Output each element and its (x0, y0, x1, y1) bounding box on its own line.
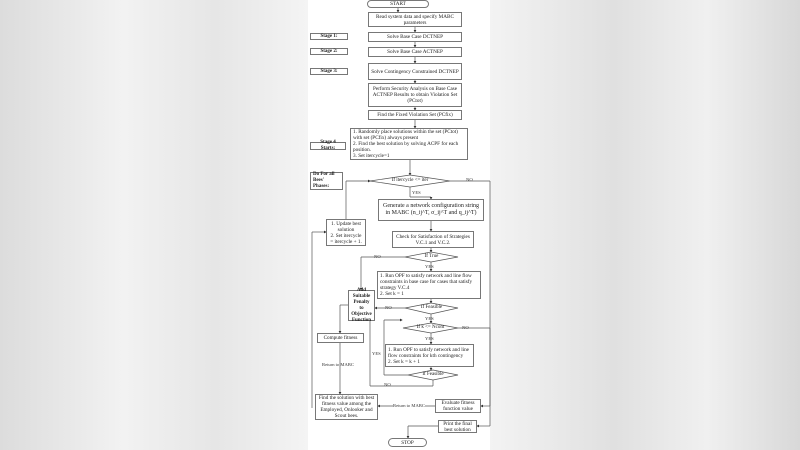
evaluate-fitness-box: Evaluate fitness function value (435, 399, 481, 413)
if-feasible-decision: If Feasible (420, 305, 443, 310)
add-penalty-box: Add Suitable Penalty to Objective Function (348, 290, 375, 321)
generate-config-box: Generate a network configuration string in MABC (n_ij^T, σ_ij^T and q_ij^T) (378, 199, 484, 221)
if-true-decision: If True (424, 254, 439, 259)
read-data-box: Read system data and specify MABC parameters (368, 12, 462, 27)
compute-fitness-box: Compute fitness (317, 333, 364, 343)
update-step-1: 1. Update best solution (331, 220, 361, 233)
run-opf-contingency-box (385, 344, 474, 367)
no-label: NO (462, 325, 469, 330)
no-label: NO (466, 177, 473, 182)
no-label: NO (384, 382, 391, 387)
yes-label: YES (425, 336, 434, 341)
stage-1-label: Stage 1: (310, 33, 348, 40)
if-k-decision: If k <= Ncont (416, 325, 445, 330)
stage-4-label: Stage 4 Starts: (310, 142, 346, 150)
yes-label: YES (412, 190, 421, 195)
stage-2-label: Stage 2: (310, 48, 348, 55)
start-terminal: START (367, 0, 429, 8)
do-for-all-label: Do For all Bees' Phases: (310, 172, 343, 190)
if-feasible-2-decision: If Feasible (422, 372, 444, 377)
run-opf-base-box (377, 271, 481, 299)
solve-actnep-box: Solve Base Case ACTNEP (368, 47, 462, 57)
no-label: NO (374, 254, 381, 259)
return-to-mabc-label: Return to MABC (393, 403, 425, 408)
security-analysis-box: Perform Security Analysis on Base Case ACTNEP Results to obtain Violation Set (PCtot) (368, 83, 462, 107)
update-step-2: 2. Set itercycle = itercycle + 1. (330, 232, 362, 245)
init-step-2: 2. Find the best solution by solving ACPF for each position. (353, 141, 459, 153)
initialize-box (350, 128, 468, 160)
solve-contingency-box: Solve Contingency Constrained DCTNEP (368, 63, 462, 80)
print-best-box: Print the final best solution (438, 420, 477, 433)
fixed-violation-box: Find the Fixed Violation Set (PCfix) (368, 110, 462, 120)
find-best-solution-box: Find the solution with best fitness value among the Employed, Onlooker and Scout bees. (315, 394, 378, 420)
return-to-mabc-label: Return to MABC (322, 362, 354, 367)
run-k-step-1: 1. Run OPF to satisfy network and line flow constraints for kth contingency (388, 346, 469, 359)
update-best-box (326, 219, 366, 246)
init-step-1: 1. Randomly place solutions within the set (PCtot) with set (PCfix) always present (353, 129, 458, 141)
stop-terminal: STOP (388, 438, 427, 447)
check-strategies-box: Check for Satisfaction of Strategies V.C.1 and V.C.2. (392, 231, 474, 248)
yes-label: YES (425, 264, 434, 269)
run-k-step-2: 2. Set k = k + 1 (388, 358, 420, 365)
init-step-3: 3. Set itercycle=1 (353, 153, 390, 159)
run-opf-step-2: 2. Set k = 1 (380, 291, 404, 297)
yes-label: YES (372, 351, 381, 356)
solve-dctnep-box: Solve Base Case DCTNEP (368, 32, 462, 42)
run-opf-step-1: 1. Run OPF to satisfy network and line flow constraints in base case for cases that satisfy strategy V.C.4 (380, 273, 473, 291)
yes-label: YES (425, 316, 434, 321)
no-label: NO (385, 305, 392, 310)
stage-3-label: Stage 3: (310, 68, 348, 75)
if-itercycle-decision: If itercycle <= iter (391, 178, 429, 183)
